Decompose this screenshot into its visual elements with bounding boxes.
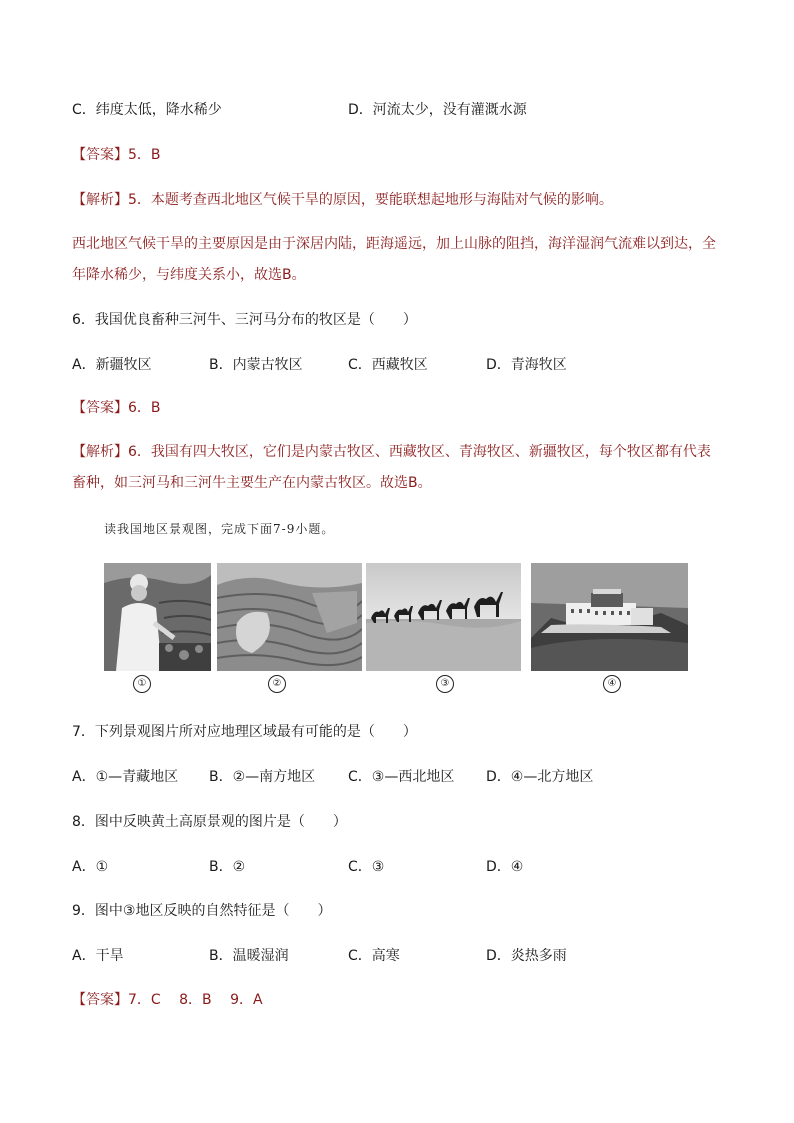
analysis-tag: 【解析】 — [72, 192, 128, 208]
q7-option-a: A．①—青藏地区 — [72, 769, 179, 785]
q8-option-a: A．① — [72, 859, 109, 875]
q6-answer — [72, 398, 161, 418]
answer-tag: 【答案】 — [72, 992, 128, 1008]
q9-option-b: B．温暖湿润 — [209, 948, 289, 964]
analysis-tag: 【解析】 — [72, 444, 128, 460]
q9-option-a: A．干旱 — [72, 948, 124, 964]
answer-value: 5．B — [128, 147, 161, 163]
q789-answer — [72, 990, 263, 1010]
reading-intro: 读我国地区景观图，完成下面7-9小题。 — [104, 522, 335, 536]
q5-analysis-line1 — [72, 190, 613, 210]
landscape-photo-4 — [531, 563, 688, 671]
q8-stem: 8．图中反映黄土高原景观的图片是（ ） — [72, 814, 347, 830]
analysis-text: 6．我国有四大牧区，它们是内蒙古牧区、西藏牧区、青海牧区、新疆牧区，每个牧区都有代表畜种，如三河马和三河牛主要生产在内蒙古牧区。故选B。 — [72, 444, 711, 491]
q5-option-c: C．纬度太低，降水稀少 — [72, 102, 222, 118]
q6-option-d: D．青海牧区 — [486, 357, 567, 373]
q9-option-d: D．炎热多雨 — [486, 948, 567, 964]
photo-label-1: ① — [133, 675, 151, 693]
answer-tag: 【答案】 — [72, 147, 128, 163]
landscape-photo-2 — [217, 563, 362, 671]
landscape-photo-3 — [366, 563, 521, 671]
q8-option-c: C．③ — [348, 859, 385, 875]
q5-option-d: D．河流太少，没有灌溉水源 — [348, 102, 527, 118]
q6-option-a: A．新疆牧区 — [72, 357, 152, 373]
q6-stem: 6．我国优良畜种三河牛、三河马分布的牧区是（ ） — [72, 312, 417, 328]
q6-option-c: C．西藏牧区 — [348, 357, 428, 373]
answer-tag: 【答案】 — [72, 400, 128, 416]
q8-option-d: D．④ — [486, 859, 524, 875]
landscape-photo-1 — [104, 563, 211, 671]
q6-analysis — [72, 437, 722, 499]
photo-label-2: ② — [268, 675, 286, 693]
q7-option-b: B．②—南方地区 — [209, 769, 316, 785]
analysis-text: 5．本题考查西北地区气候干旱的原因，要能联想起地形与海陆对气候的影响。 — [128, 192, 613, 208]
q7-option-d: D．④—北方地区 — [486, 769, 594, 785]
q5-answer — [72, 145, 161, 165]
answer-value: 6．B — [128, 400, 161, 416]
q7-option-c: C．③—西北地区 — [348, 769, 455, 785]
q9-stem: 9．图中③地区反映的自然特征是（ ） — [72, 903, 332, 919]
photo-label-4: ④ — [603, 675, 621, 693]
q7-stem: 7．下列景观图片所对应地理区域最有可能的是（ ） — [72, 724, 417, 740]
q9-option-c: C．高寒 — [348, 948, 400, 964]
answer-value: 7．C 8．B 9．A — [128, 992, 263, 1008]
q6-option-b: B．内蒙古牧区 — [209, 357, 303, 373]
q5-analysis-paragraph: 西北地区气候干旱的主要原因是由于深居内陆，距海遥远，加上山脉的阻挡，海洋湿润气流难以到达，全年降水稀少，与纬度关系小，故选B。 — [72, 236, 716, 283]
q8-option-b: B．② — [209, 859, 246, 875]
photo-label-3: ③ — [436, 675, 454, 693]
